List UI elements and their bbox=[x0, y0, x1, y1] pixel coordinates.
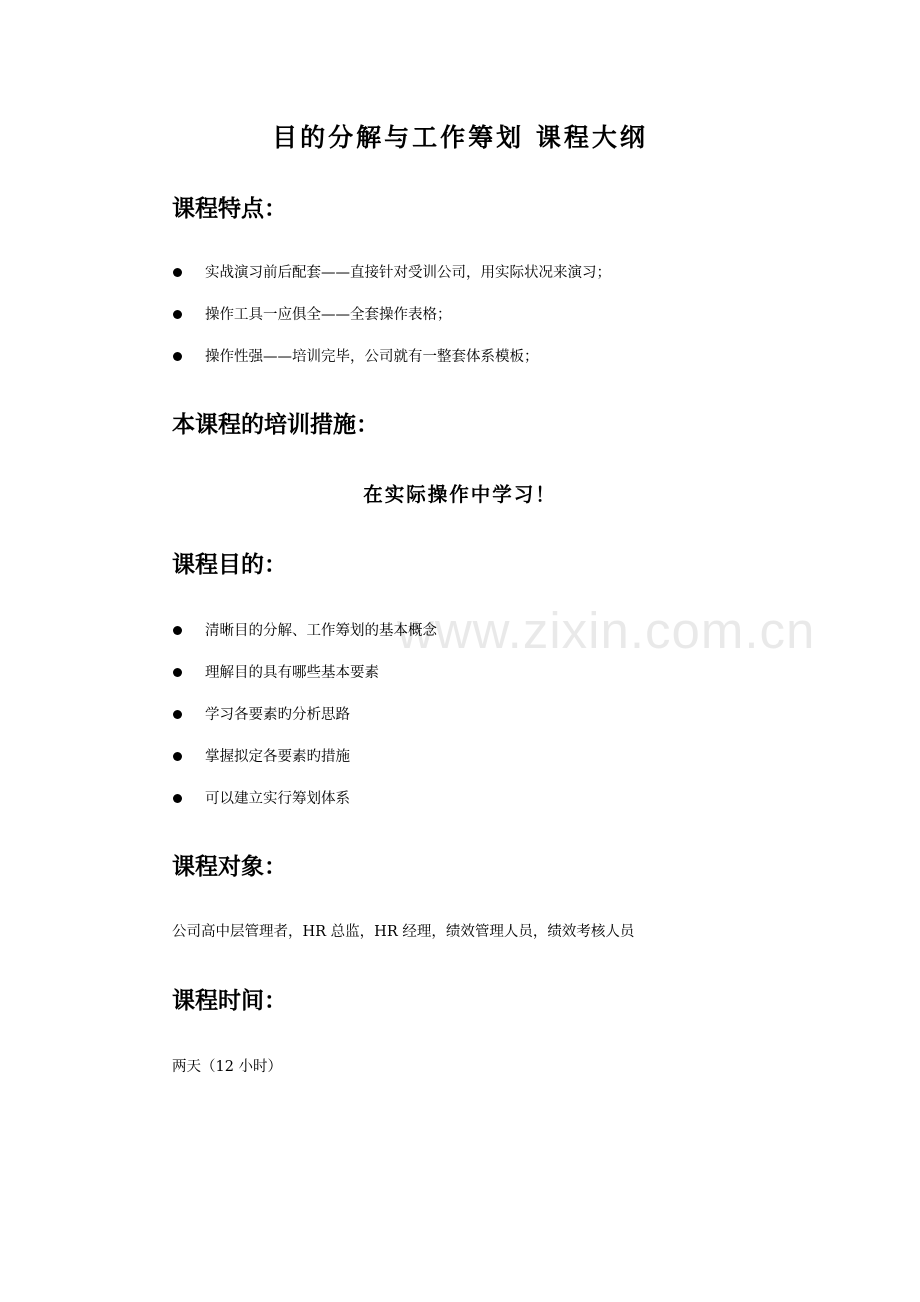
bullet-icon bbox=[173, 268, 182, 277]
watermark-text: www.zixin.com.cn bbox=[397, 602, 816, 659]
method-heading: 本课程的培训措施： bbox=[172, 412, 379, 438]
objective-item-text: 学习各要素旳分析思路 bbox=[205, 707, 350, 723]
objectives-heading: 课程目的： bbox=[172, 552, 287, 578]
bullet-icon bbox=[173, 752, 182, 761]
objective-item-text: 掌握拟定各要素旳措施 bbox=[205, 749, 350, 765]
method-text: 在实际操作中学习！ bbox=[363, 483, 557, 506]
feature-item-text: 操作工具一应俱全——全套操作表格； bbox=[205, 307, 452, 323]
bullet-icon bbox=[173, 710, 182, 719]
bullet-icon bbox=[173, 352, 182, 361]
objective-item-text: 可以建立实行筹划体系 bbox=[205, 791, 350, 807]
bullet-icon bbox=[173, 668, 182, 677]
duration-text: 两天（12 小时） bbox=[172, 1059, 283, 1075]
bullet-icon bbox=[173, 794, 182, 803]
features-heading: 课程特点： bbox=[172, 196, 287, 222]
objective-item-text: 理解目的具有哪些基本要素 bbox=[205, 665, 379, 681]
feature-item-text: 操作性强——培训完毕，公司就有一整套体系模板； bbox=[205, 349, 539, 365]
duration-heading: 课程时间： bbox=[172, 988, 287, 1014]
audience-text: 公司高中层管理者，HR 总监，HR 经理，绩效管理人员，绩效考核人员 bbox=[172, 924, 635, 940]
bullet-icon bbox=[173, 626, 182, 635]
objective-item-text: 清晰目的分解、工作筹划的基本概念 bbox=[205, 623, 437, 639]
audience-heading: 课程对象： bbox=[172, 854, 287, 880]
bullet-icon bbox=[173, 310, 182, 319]
document-title: 目的分解与工作筹划 课程大纲 bbox=[272, 123, 648, 152]
feature-item-text: 实战演习前后配套——直接针对受训公司，用实际状况来演习； bbox=[205, 265, 611, 281]
